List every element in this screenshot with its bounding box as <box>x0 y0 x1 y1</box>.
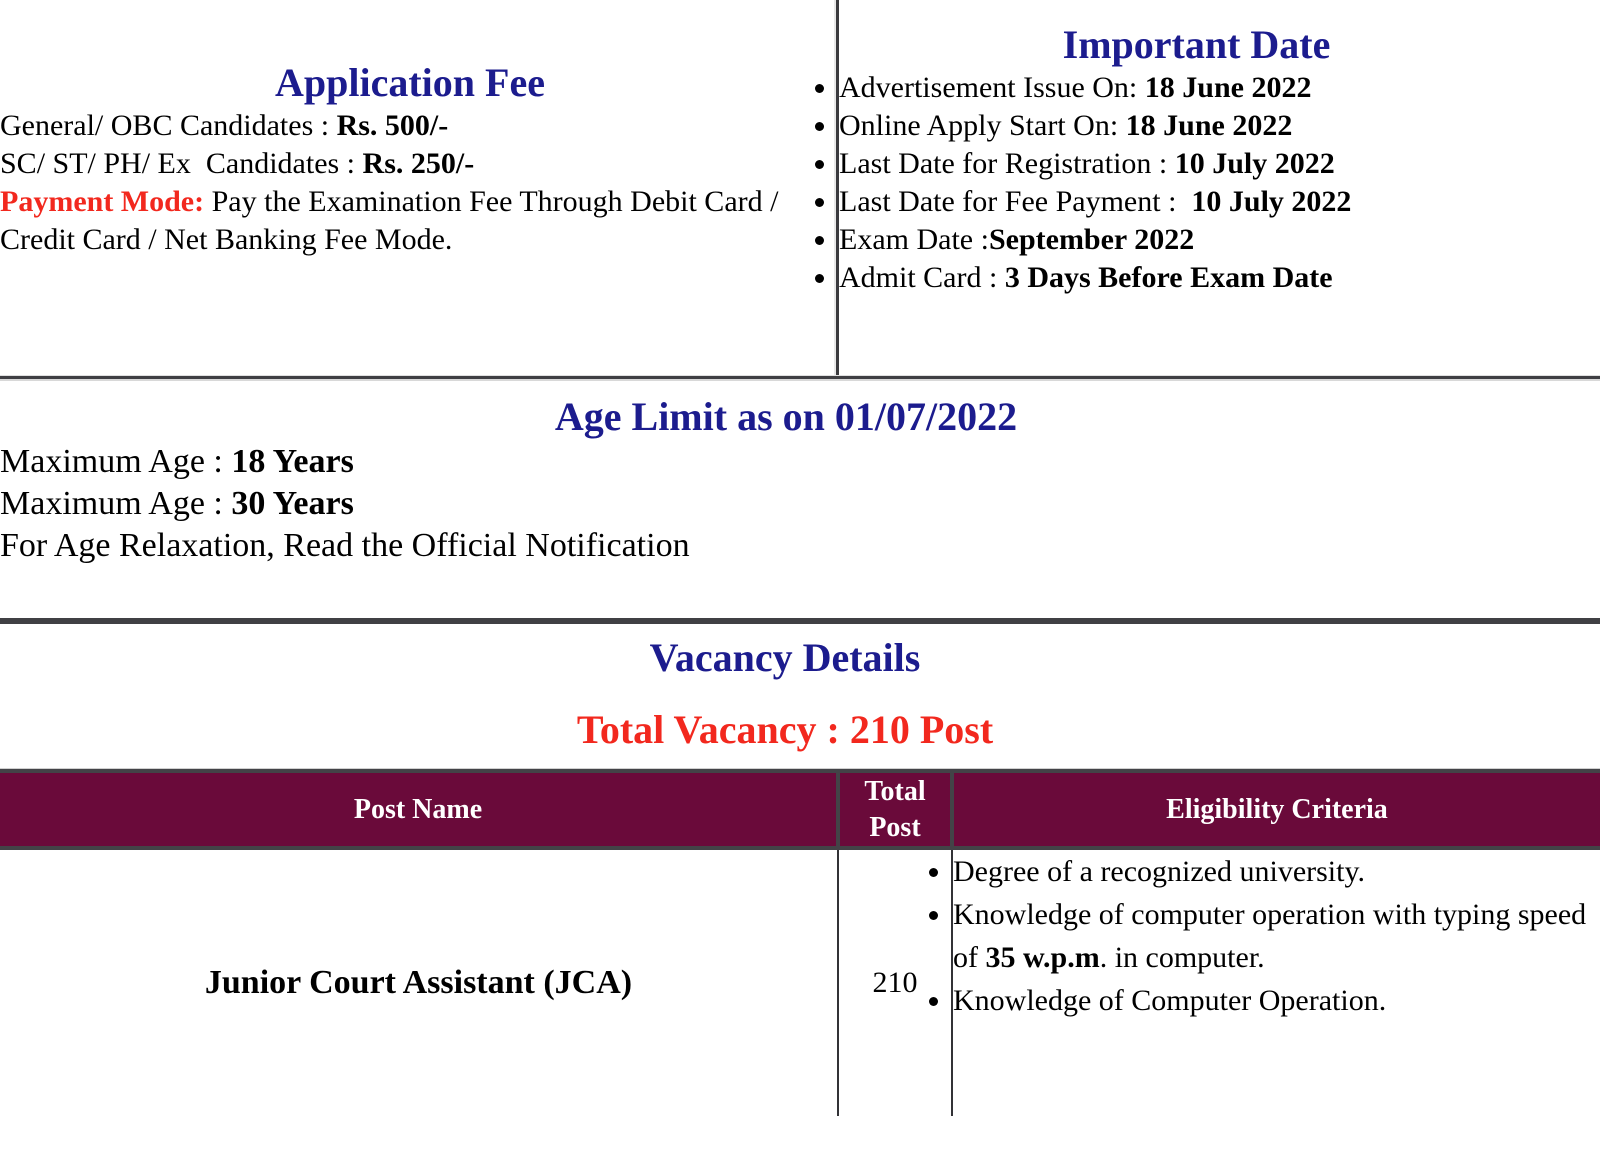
eligibility-text: . in computer. <box>1099 941 1265 974</box>
eligibility-item-degree <box>953 850 1600 893</box>
fee-value: Rs. 250/- <box>362 147 475 180</box>
eligibility-item-computer <box>953 979 1600 1022</box>
total-vacancy-label: Total Vacancy : 210 Post <box>576 707 994 752</box>
table-row-jca <box>0 848 1600 1116</box>
eligibility-text: Knowledge of Computer Operation. <box>953 984 1387 1017</box>
application-fee-list <box>0 107 836 259</box>
age-label: Maximum Age : <box>0 443 232 480</box>
eligibility-cell <box>952 848 1600 1116</box>
fee-value: Rs. 500/- <box>336 109 449 142</box>
age-label: For Age Relaxation, Read the Official Notification <box>0 527 690 564</box>
date-item-apply-start <box>839 107 1600 145</box>
age-limit-section <box>0 393 1600 618</box>
vacancy-table-head <box>0 771 1600 848</box>
age-value: 18 Years <box>231 443 354 480</box>
section-divider-double <box>0 618 1600 624</box>
vacancy-title: Vacancy Details <box>649 635 921 680</box>
age-value: 30 Years <box>231 485 354 522</box>
date-label: Admit Card : <box>839 261 1005 294</box>
age-limit-list <box>0 441 1600 567</box>
important-date-section <box>839 0 1600 375</box>
fee-item-sc-st <box>0 145 836 183</box>
payment-mode-text: Pay the Examination Fee Through Debit Card / Credit Card / Net Banking Fee Mode. <box>0 185 786 256</box>
age-item-relaxation <box>0 525 1600 567</box>
section-divider-top <box>0 375 1600 379</box>
vacancy-table-wrapper <box>0 768 1600 1116</box>
date-item-advertisement <box>839 69 1600 107</box>
date-item-admit-card <box>839 259 1600 297</box>
header-eligibility: Eligibility Criteria <box>952 771 1600 848</box>
age-limit-title: Age Limit as on 01/07/2022 <box>554 394 1018 439</box>
date-value: 10 July 2022 <box>1191 185 1352 218</box>
age-item-maximum <box>0 483 1600 525</box>
date-value: 10 July 2022 <box>1174 147 1335 180</box>
vacancy-section <box>0 634 1600 1116</box>
post-name-cell: Junior Court Assistant (JCA) <box>0 848 838 1116</box>
eligibility-text: Degree of a recognized university. <box>953 855 1366 888</box>
header-total-post: Total Post <box>838 771 952 848</box>
eligibility-item-typing <box>953 893 1600 979</box>
age-label: Maximum Age : <box>0 485 232 522</box>
header-post-name: Post Name <box>0 771 838 848</box>
eligibility-list <box>953 850 1600 1022</box>
important-date-list <box>839 69 1600 297</box>
vacancy-table <box>0 769 1600 1116</box>
date-item-registration-last <box>839 145 1600 183</box>
application-fee-section <box>0 0 836 375</box>
header-row <box>0 771 1600 848</box>
date-item-fee-payment-last <box>839 183 1600 221</box>
eligibility-text: Knowledge of computer operation with typing speed of <box>953 898 1594 974</box>
date-label: Exam Date : <box>839 223 989 256</box>
fee-label: SC/ ST/ PH/ Ex Candidates : <box>0 147 363 180</box>
date-value: 18 June 2022 <box>1144 71 1312 104</box>
date-value: 18 June 2022 <box>1125 109 1293 142</box>
date-label: Online Apply Start On: <box>839 109 1126 142</box>
date-label: Last Date for Fee Payment : <box>839 185 1192 218</box>
vacancy-table-body <box>0 848 1600 1116</box>
date-value: 3 Days Before Exam Date <box>1004 261 1333 294</box>
date-label: Advertisement Issue On: <box>839 71 1145 104</box>
application-fee-title: Application Fee <box>275 60 545 105</box>
payment-mode-label: Payment Mode: <box>0 185 205 218</box>
top-section <box>0 0 1600 375</box>
fee-item-general-obc <box>0 107 836 145</box>
date-item-exam-date <box>839 221 1600 259</box>
total-post-cell: 210 <box>838 848 952 1116</box>
age-item-minimum <box>0 441 1600 483</box>
fee-label: General/ OBC Candidates : <box>0 109 337 142</box>
fee-item-payment-mode <box>0 183 836 259</box>
eligibility-bold-text: 35 w.p.m <box>985 941 1100 974</box>
date-label: Last Date for Registration : <box>839 147 1175 180</box>
date-value: September 2022 <box>988 223 1195 256</box>
important-date-title: Important Date <box>1062 22 1331 67</box>
